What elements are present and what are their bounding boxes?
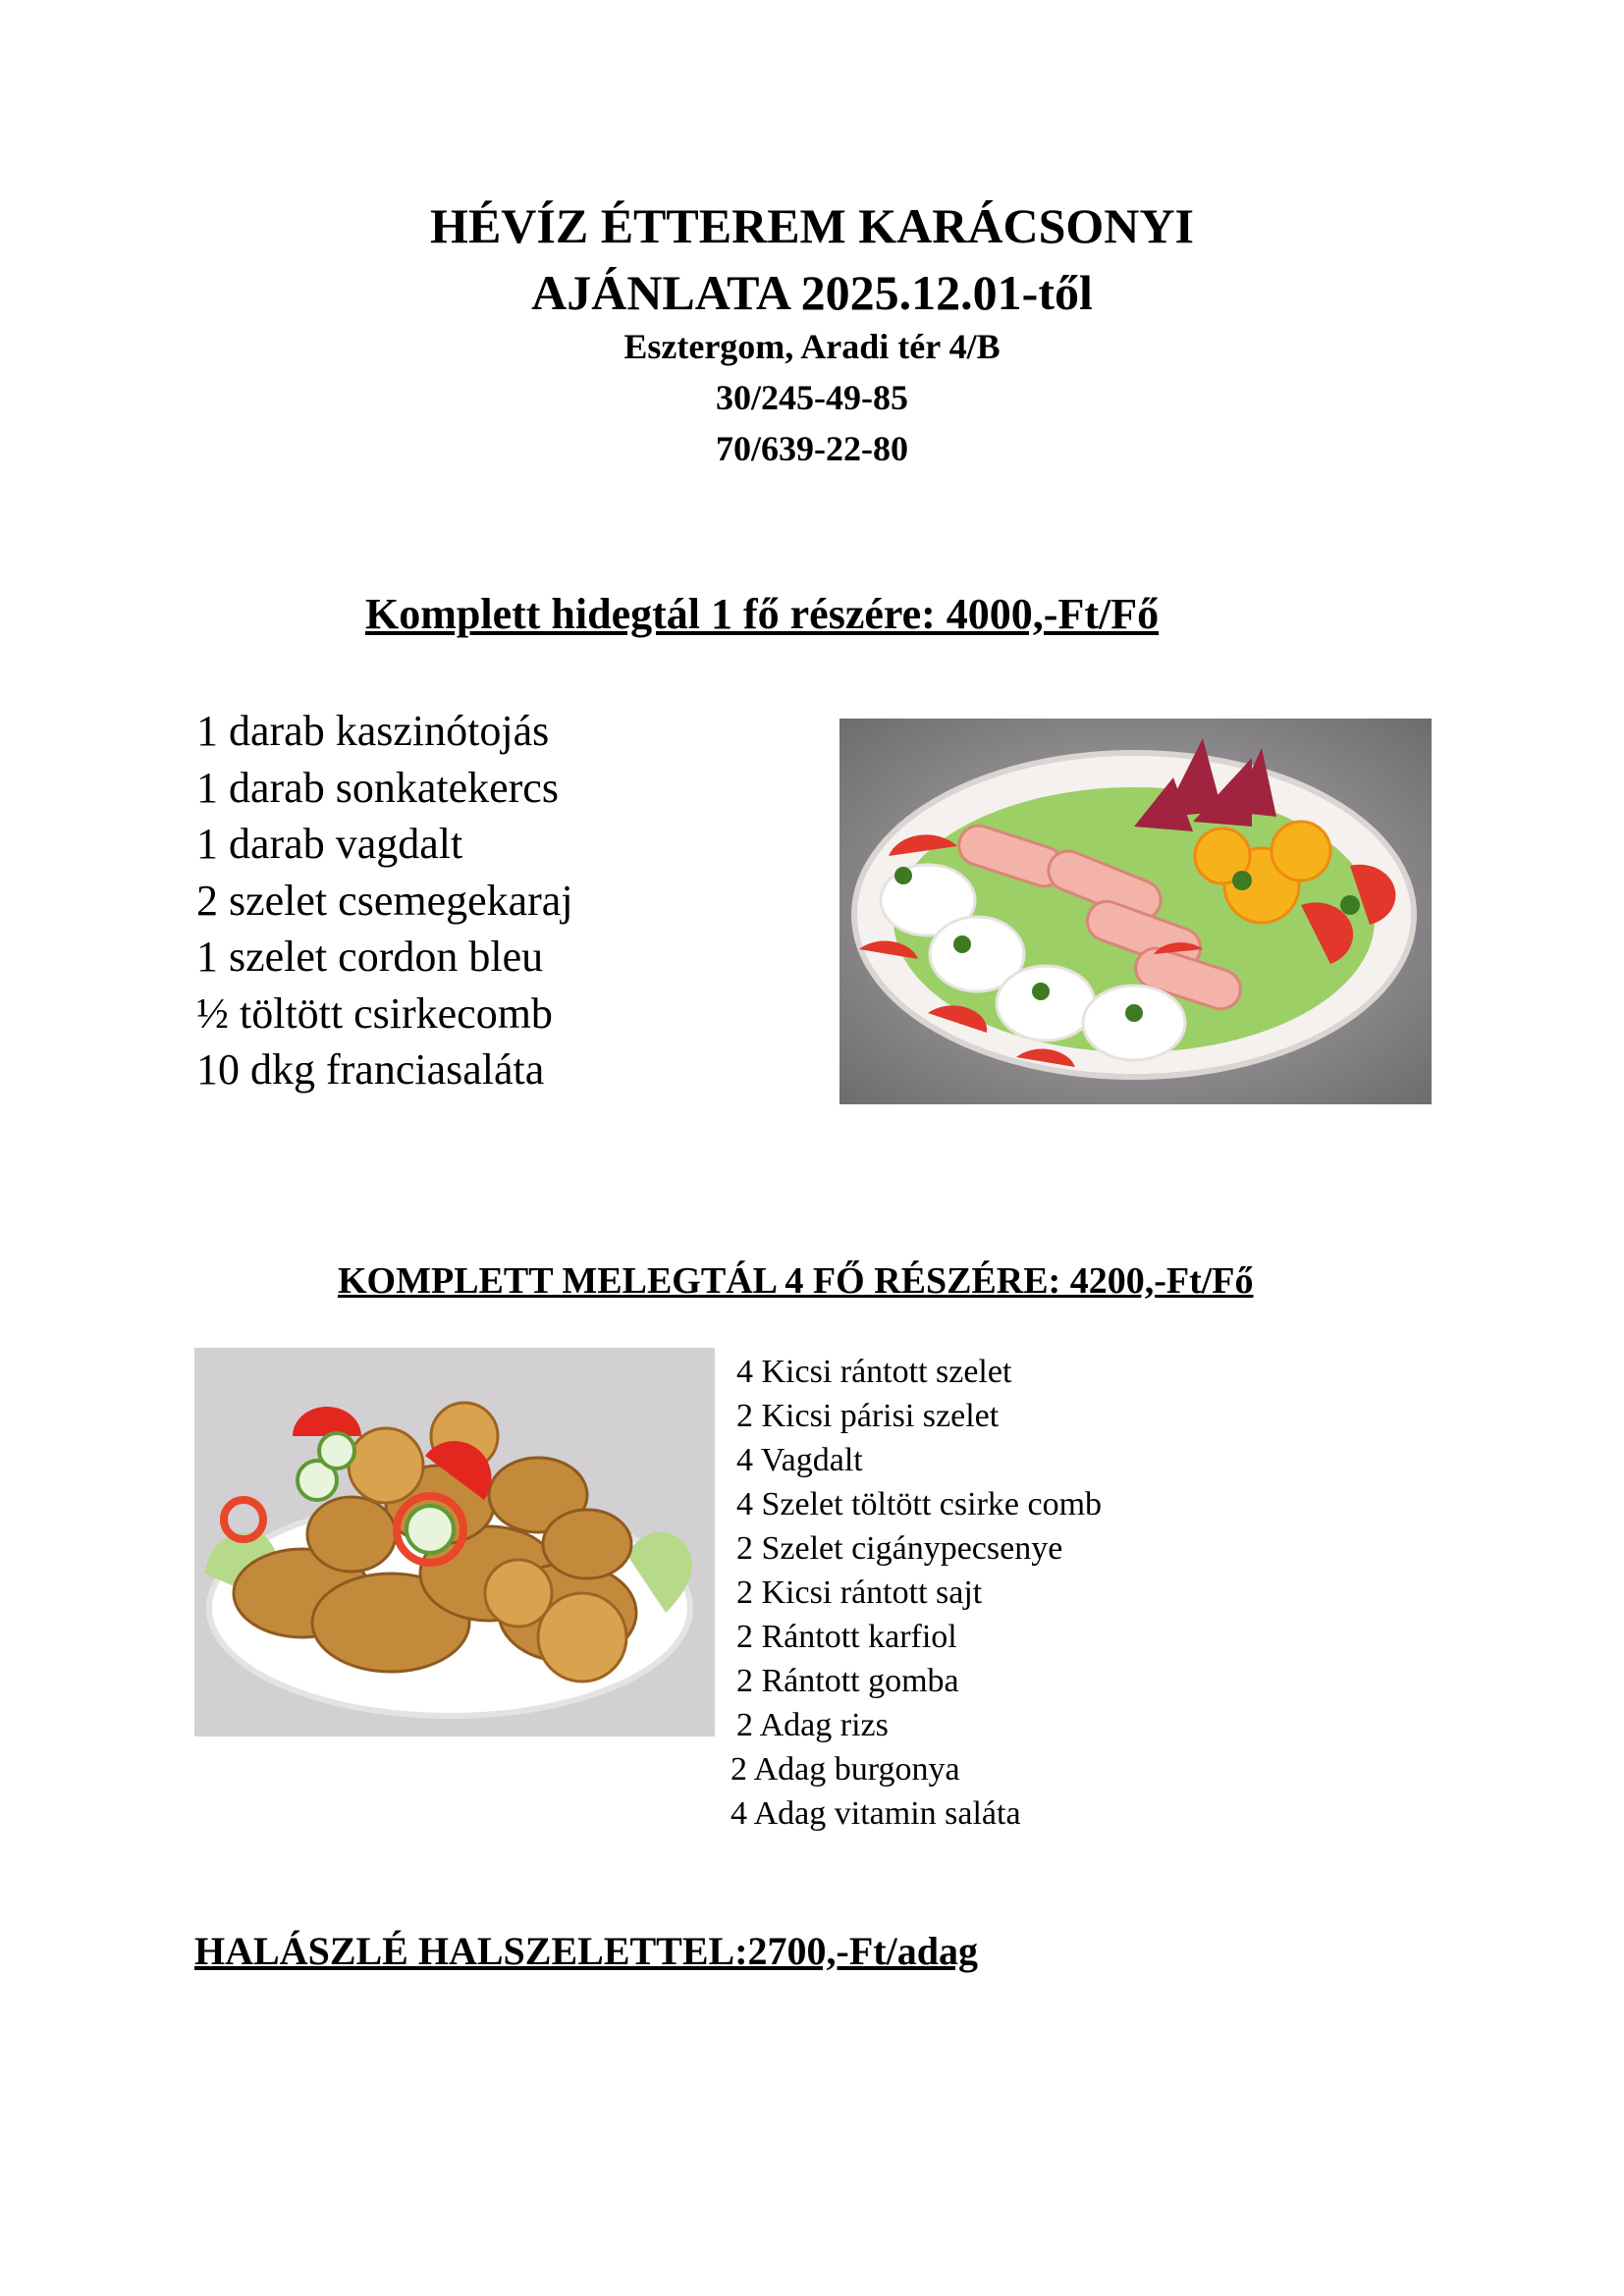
- list-item: 2 Adag burgonya: [731, 1751, 960, 1788]
- cold-platter-illustration: [839, 719, 1432, 1104]
- list-item: 4 Vagdalt: [736, 1442, 863, 1478]
- title-line-1: HÉVÍZ ÉTTEREM KARÁCSONYI: [430, 198, 1194, 253]
- cold-plate-items: [196, 703, 573, 1098]
- list-item: 4 Adag vitamin saláta: [731, 1795, 1021, 1832]
- list-item: 10 dkg franciasaláta: [196, 1045, 545, 1094]
- list-item: 2 Kicsi rántott sajt: [736, 1575, 983, 1611]
- fish-soup-title: HALÁSZLÉ HALSZELETTEL:2700,-Ft/adag: [194, 1929, 978, 1973]
- list-item: 1 darab sonkatekercs: [196, 763, 559, 812]
- phone-number-2: 70/639-22-80: [716, 429, 908, 468]
- list-item: 1 darab kaszinótojás: [196, 707, 550, 755]
- list-item: 1 darab vagdalt: [196, 820, 463, 868]
- warm-plate-title: KOMPLETT MELEGTÁL 4 FŐ RÉSZÉRE: 4200,-Ft/Fő: [338, 1260, 1254, 1302]
- list-item: ½ töltött csirkecomb: [196, 988, 553, 1038]
- address: Esztergom, Aradi tér 4/B: [623, 327, 1001, 366]
- list-item: 1 szelet cordon bleu: [196, 933, 544, 981]
- cold-platter-photo: [839, 719, 1432, 1104]
- warm-plate-items: [731, 1350, 1103, 1836]
- phone-number-1: 30/245-49-85: [716, 378, 908, 417]
- list-item: 4 Szelet töltött csirke comb: [736, 1486, 1103, 1522]
- warm-platter-photo: [194, 1348, 715, 1736]
- list-item: 2 szelet csemegekaraj: [196, 876, 573, 925]
- warm-platter-illustration: [194, 1348, 715, 1736]
- list-item: 2 Kicsi párisi szelet: [736, 1398, 1000, 1434]
- list-item: 2 Rántott gomba: [736, 1663, 959, 1699]
- title-line-2: AJÁNLATA 2025.12.01-től: [531, 265, 1093, 320]
- cold-plate-title: Komplett hidegtál 1 fő részére: 4000,-Ft/Fő: [365, 590, 1160, 638]
- list-item: 2 Rántott karfiol: [736, 1619, 957, 1655]
- list-item: 2 Adag rizs: [736, 1707, 889, 1743]
- list-item: 2 Szelet cigánypecsenye: [736, 1530, 1063, 1567]
- list-item: 4 Kicsi rántott szelet: [736, 1354, 1012, 1390]
